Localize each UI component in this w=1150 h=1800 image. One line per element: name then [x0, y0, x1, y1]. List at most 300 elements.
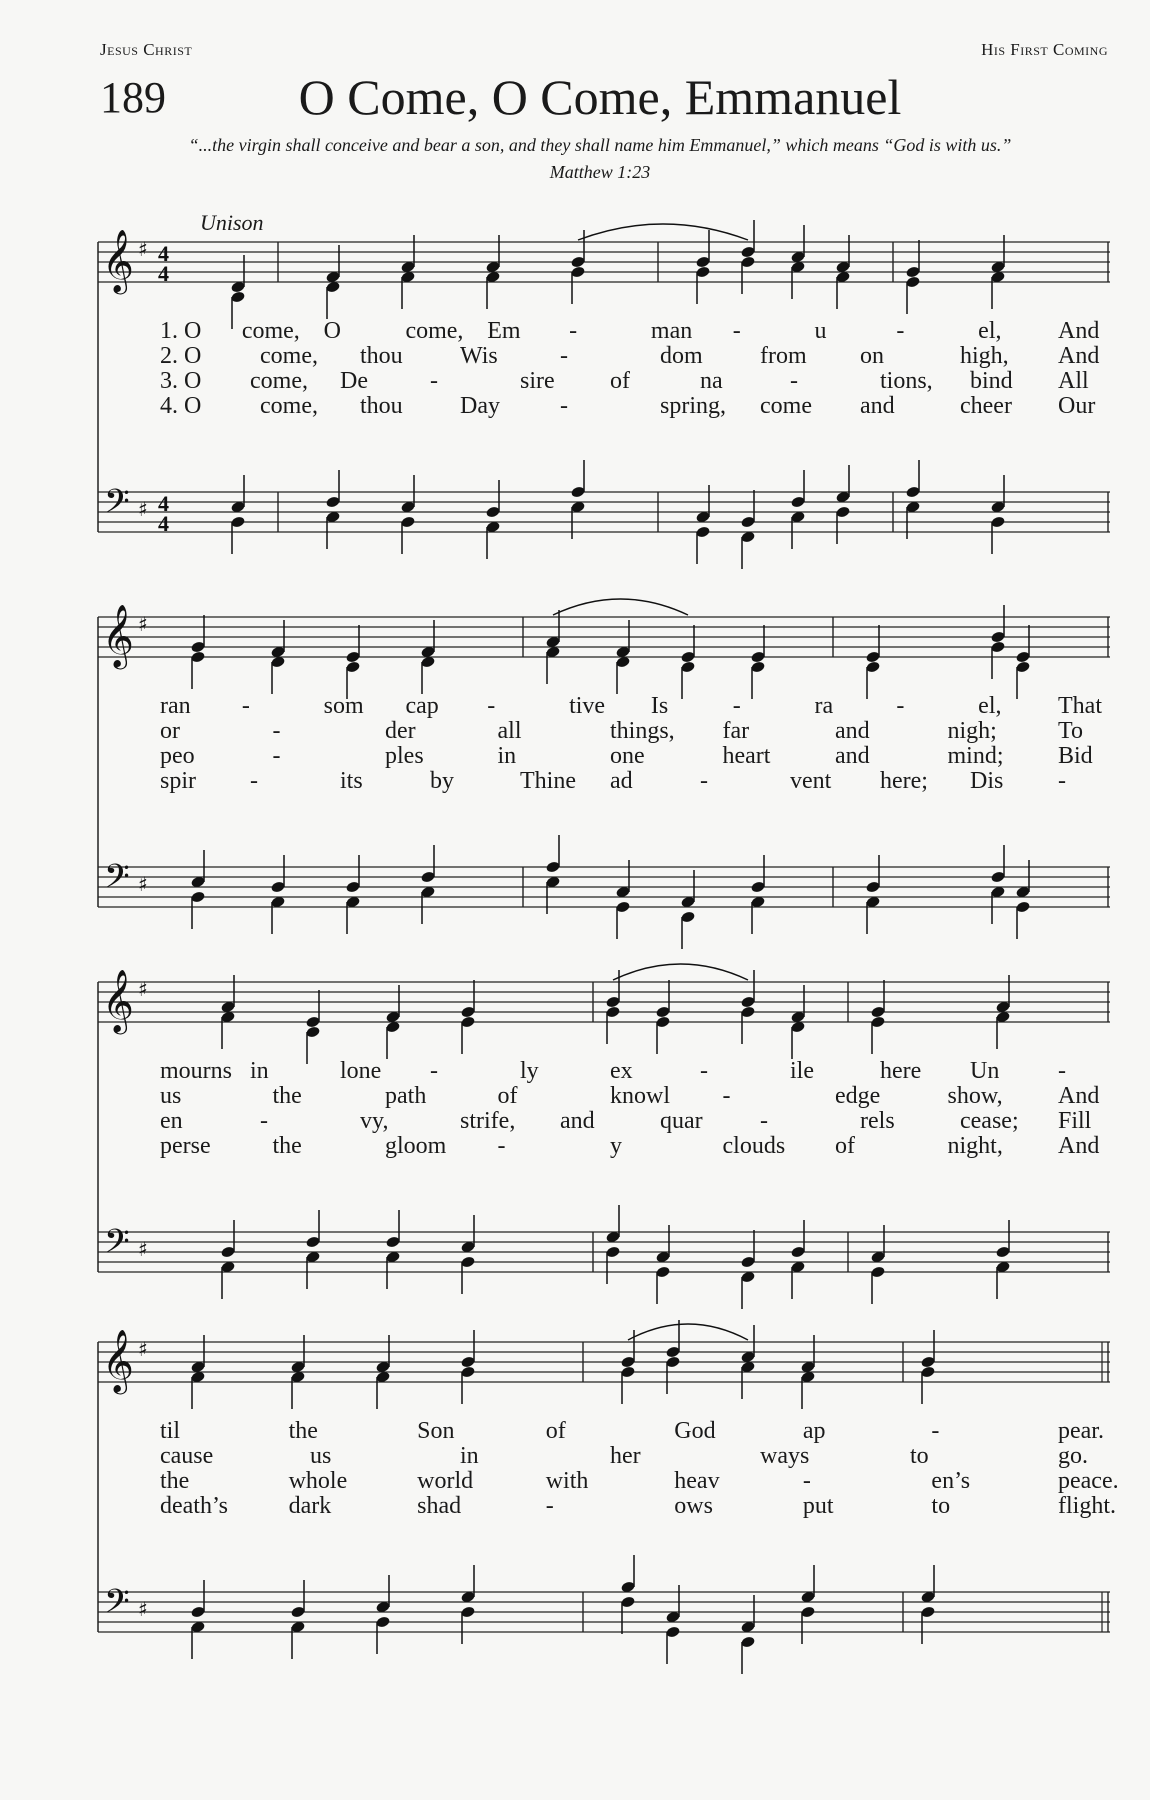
lyric-syllable: to [910, 1443, 929, 1469]
lyric-syllable: come, [250, 368, 308, 394]
treble-note [420, 655, 435, 694]
treble-note [570, 230, 585, 269]
lyric-syllable: y [610, 1133, 622, 1159]
lyric-syllable: us [310, 1443, 332, 1469]
treble-note [920, 1330, 935, 1369]
lyric-syllable: - [732, 693, 741, 719]
lyric-syllable: one [610, 743, 645, 769]
bass-note [460, 1605, 475, 1644]
lyric-syllable: cause [160, 1443, 214, 1469]
lyric-syllable: ad [610, 768, 633, 794]
lyric-syllable: - [790, 368, 798, 394]
lyric-syllable: mourns [160, 1058, 232, 1084]
treble-clef-icon: 𝄞 [102, 969, 134, 1032]
lyric-syllable: O [323, 318, 341, 344]
lyric-syllable: el, [978, 693, 1002, 719]
treble-staff [98, 1342, 1110, 1382]
lyric-syllable: from [760, 343, 807, 369]
lyric-verse-3 [98, 743, 1110, 768]
lyric-syllable: - [896, 318, 905, 344]
lyric-syllable: the [160, 1468, 190, 1494]
lyric-syllable: Bid [1058, 743, 1093, 769]
bass-note [905, 500, 920, 539]
key-signature-sharp-icon: ♯ [138, 1237, 148, 1261]
treble-clef-icon: 𝄞 [102, 1329, 134, 1392]
bass-note [740, 530, 755, 569]
slur [613, 964, 748, 980]
lyric-syllable: Fill [1058, 1108, 1092, 1134]
treble-note [190, 1370, 205, 1409]
lyric-syllable: ly [520, 1058, 539, 1084]
bass-note [740, 1635, 755, 1674]
lyric-syllable: And [1058, 318, 1100, 344]
lyric-syllable: - [272, 718, 281, 744]
lyric-verse-2 [98, 343, 1110, 368]
treble-note [865, 625, 880, 664]
slur [628, 1324, 748, 1340]
treble-note [790, 1020, 805, 1059]
lyric-verse-4 [98, 1493, 1116, 1519]
key-signature-sharp-icon: ♯ [138, 497, 148, 521]
bass-note [220, 1220, 235, 1259]
bass-note [800, 1565, 815, 1604]
epigraph-text: “...the virgin shall conceive and bear a son, and they shall name him Emmanuel,” which means “God is with us.” [188, 135, 1012, 155]
treble-note [800, 1370, 815, 1409]
bass-note [695, 525, 710, 564]
treble-note [1015, 625, 1030, 664]
bass-note [570, 460, 585, 499]
bass-note [290, 1620, 305, 1659]
treble-note [665, 1355, 680, 1394]
lyric-syllable: 1. O [160, 318, 202, 344]
bass-staff [98, 492, 1110, 532]
treble-staff [98, 982, 1110, 1022]
treble-note [270, 620, 285, 659]
bass-clef-icon: 𝄢 [104, 1583, 130, 1629]
bass-note [665, 1585, 680, 1624]
bass-note [305, 1210, 320, 1249]
lyric-syllable: De [340, 368, 368, 394]
lyric-syllable: in [497, 743, 517, 769]
lyric-syllable: us [160, 1083, 182, 1109]
bass-note [190, 1620, 205, 1659]
treble-note [990, 270, 1005, 309]
lyric-syllable: God [674, 1418, 716, 1444]
lyric-syllable: Wis [460, 343, 498, 369]
lyric-syllable: the [288, 1418, 318, 1444]
lyric-syllable: 2. O [160, 343, 202, 369]
lyric-verse-1 [98, 318, 1110, 343]
bass-note [740, 490, 755, 529]
bass-note [400, 475, 415, 514]
treble-note [190, 615, 205, 654]
lyric-syllable: shad [417, 1493, 462, 1519]
lyric-syllable: and [835, 743, 870, 769]
lyric-syllable: - [569, 318, 578, 344]
bass-note [740, 1270, 755, 1309]
bass-note [655, 1265, 670, 1304]
lyric-syllable: nigh; [947, 718, 997, 744]
treble-note [615, 655, 630, 694]
treble-note [485, 235, 500, 274]
treble-note [290, 1370, 305, 1409]
lyric-syllable: here; [880, 768, 928, 794]
lyric-syllable: to [931, 1493, 951, 1519]
lyric-verse-4 [98, 768, 1110, 793]
lyric-syllable: tive [569, 693, 606, 719]
lyric-syllable: ap [802, 1418, 826, 1444]
lyric-syllable: bind [970, 368, 1013, 394]
lyric-syllable: come, [260, 343, 318, 369]
lyric-syllable: man [650, 318, 693, 344]
bass-note [835, 465, 850, 504]
lyric-syllable: far [722, 718, 750, 744]
lyric-syllable: rels [860, 1108, 895, 1134]
bass-note [990, 515, 1005, 554]
treble-note [990, 235, 1005, 274]
treble-note [220, 975, 235, 1014]
epigraph [0, 132, 1150, 186]
lyric-syllable: ples [385, 743, 424, 769]
lyric-syllable: of [545, 1418, 566, 1444]
music-system-1 [98, 230, 1110, 560]
lyric-syllable: perse [160, 1133, 211, 1159]
treble-note [545, 645, 560, 684]
bass-note [655, 1225, 670, 1264]
treble-note [655, 980, 670, 1019]
lyric-syllable: gloom [385, 1133, 447, 1159]
lyric-verse-4 [98, 1133, 1110, 1158]
treble-note [220, 1010, 235, 1049]
treble-note [995, 975, 1010, 1014]
bass-note [620, 1555, 635, 1594]
lyric-syllable: And [1058, 1083, 1100, 1109]
lyric-syllable: vy, [360, 1108, 389, 1134]
scripture-reference: Matthew 1:23 [549, 162, 651, 182]
lyric-syllable: - [241, 693, 250, 719]
treble-note [190, 1335, 205, 1374]
lyric-verse-1 [98, 693, 1110, 718]
bass-note [545, 835, 560, 874]
lyric-syllable: - [931, 1418, 940, 1444]
lyric-syllable: And [1058, 343, 1100, 369]
bass-note [790, 1220, 805, 1259]
lyric-syllable: heav [674, 1468, 720, 1494]
bass-note [995, 1220, 1010, 1259]
bass-staff [98, 867, 1110, 907]
treble-note [835, 270, 850, 309]
lyric-syllable: el, [978, 318, 1002, 344]
lyric-verse-3 [98, 1108, 1110, 1133]
lyric-syllable: - [760, 1108, 768, 1134]
lyric-syllable: Our [1058, 393, 1096, 419]
lyric-syllable: - [1058, 768, 1066, 794]
lyric-syllable: path [385, 1083, 427, 1109]
lyric-syllable: by [430, 768, 454, 794]
treble-note [325, 280, 340, 319]
bass-note [270, 895, 285, 934]
lyric-syllable: come [760, 393, 812, 419]
bass-note [385, 1250, 400, 1289]
bass-note [920, 1565, 935, 1604]
treble-note [905, 275, 920, 314]
bass-note [870, 1265, 885, 1304]
treble-note [420, 620, 435, 659]
lyric-syllable: death’s [160, 1493, 228, 1519]
treble-note [460, 980, 475, 1019]
treble-note [230, 255, 245, 294]
lyric-syllable: of [497, 1083, 518, 1109]
lyric-verse-2 [98, 1083, 1110, 1108]
lyric-syllable: - [272, 743, 281, 769]
bass-note [545, 875, 560, 914]
lyric-syllable: pear. [1058, 1418, 1104, 1444]
treble-clef-icon: 𝄞 [102, 229, 134, 292]
treble-note [990, 640, 1005, 679]
treble-note [190, 650, 205, 689]
lyric-verse-2 [98, 1443, 1110, 1468]
bass-note [345, 855, 360, 894]
bass-note [865, 895, 880, 934]
lyric-syllable: vent [790, 768, 832, 794]
bass-note [570, 500, 585, 539]
bass-note [665, 1625, 680, 1664]
lyric-syllable: - [430, 368, 438, 394]
lyric-syllable: 3. O [160, 368, 202, 394]
time-signature-bottom: 4 [158, 511, 169, 536]
key-signature-sharp-icon: ♯ [138, 872, 148, 896]
treble-note [605, 1005, 620, 1044]
lyric-syllable: en [160, 1108, 183, 1134]
bass-note [460, 1215, 475, 1254]
lyric-syllable: high, [960, 343, 1009, 369]
lyric-syllable: knowl [610, 1083, 670, 1109]
slur [578, 224, 748, 240]
bass-note [790, 1260, 805, 1299]
time-signature-top: 4 [158, 241, 169, 266]
bass-note [695, 485, 710, 524]
bass-note [750, 855, 765, 894]
treble-note [400, 270, 415, 309]
lyric-syllable: thou [360, 393, 403, 419]
lyric-syllable: der [385, 718, 416, 744]
bass-note [865, 855, 880, 894]
lyric-syllable: with [545, 1468, 589, 1494]
bass-note [270, 855, 285, 894]
bass-note [420, 885, 435, 924]
lyric-syllable: - [487, 693, 496, 719]
lyric-syllable: ra [814, 693, 834, 719]
bass-clef-icon: 𝄢 [104, 483, 130, 529]
music-system-2 [98, 605, 1110, 935]
lyric-syllable: cease; [960, 1108, 1019, 1134]
bass-note [460, 1255, 475, 1294]
lyric-syllable: and [835, 718, 870, 744]
treble-note [695, 265, 710, 304]
bass-note [400, 515, 415, 554]
lyric-verse-4 [98, 393, 1110, 418]
bass-note [220, 1260, 235, 1299]
lyric-syllable: all [497, 718, 522, 744]
lyric-syllable: strife, [460, 1108, 516, 1134]
lyric-syllable: clouds [722, 1133, 786, 1159]
treble-note [570, 265, 585, 304]
bass-note [190, 850, 205, 889]
lyric-verse-2 [98, 718, 1110, 743]
lyric-syllable: 4. O [160, 393, 202, 419]
lyric-syllable: - [545, 1493, 554, 1519]
performance-direction: Unison [200, 210, 264, 235]
treble-note [345, 625, 360, 664]
lyric-syllable: - [250, 768, 258, 794]
treble-note [905, 240, 920, 279]
treble-note [790, 225, 805, 264]
treble-note [740, 1360, 755, 1399]
key-signature-sharp-icon: ♯ [138, 612, 148, 636]
bass-note [325, 470, 340, 509]
bass-note [345, 895, 360, 934]
lyric-syllable: come, [241, 318, 300, 344]
treble-note [620, 1365, 635, 1404]
bass-note [230, 515, 245, 554]
treble-note [800, 1335, 815, 1374]
treble-clef-icon: 𝄞 [102, 604, 134, 667]
lyric-syllable: or [160, 718, 180, 744]
lyric-syllable: u [814, 318, 827, 344]
lyric-syllable: world [417, 1468, 474, 1494]
lyric-syllable: sire [520, 368, 555, 394]
bass-note [995, 1260, 1010, 1299]
lyric-syllable: Un [970, 1058, 1000, 1084]
treble-note [655, 1015, 670, 1054]
treble-note [545, 610, 560, 649]
lyric-syllable: en’s [931, 1468, 971, 1494]
bass-note [190, 890, 205, 929]
lyric-syllable: ran [160, 693, 191, 719]
treble-note [740, 1005, 755, 1044]
lyric-syllable: - [802, 1468, 811, 1494]
treble-staff [98, 617, 1110, 657]
lyric-syllable: - [560, 343, 568, 369]
treble-note [290, 1335, 305, 1374]
treble-note [385, 1020, 400, 1059]
treble-note [870, 1015, 885, 1054]
bass-note [750, 895, 765, 934]
treble-staff [98, 242, 1110, 282]
treble-note [305, 990, 320, 1029]
treble-note [790, 985, 805, 1024]
lyric-syllable: its [340, 768, 363, 794]
lyric-syllable: put [802, 1493, 834, 1519]
lyric-verse-1 [98, 1418, 1110, 1443]
lyric-syllable: peace. [1058, 1468, 1119, 1494]
bass-note [375, 1615, 390, 1654]
treble-note [270, 655, 285, 694]
time-signature-top: 4 [158, 491, 169, 516]
lyric-syllable: of [835, 1133, 855, 1159]
lyric-syllable: dark [288, 1493, 332, 1519]
lyric-syllable: show, [947, 1083, 1003, 1109]
lyric-syllable: and [860, 393, 895, 419]
treble-note [695, 230, 710, 269]
lyric-syllable: Dis [970, 768, 1004, 794]
lyric-syllable: All [1058, 368, 1089, 394]
lyric-syllable: - [700, 768, 708, 794]
bass-clef-icon: 𝄢 [104, 1223, 130, 1269]
running-head-left: Jesus Christ [100, 40, 193, 59]
lyric-syllable: heart [722, 743, 771, 769]
bass-note [990, 475, 1005, 514]
time-signature-bottom: 4 [158, 261, 169, 286]
lyric-syllable: night, [947, 1133, 1003, 1159]
lyric-syllable: Day [460, 393, 500, 419]
lyric-syllable: Son [417, 1418, 455, 1444]
lyric-syllable: cheer [960, 393, 1012, 419]
hymn-number: 189 [100, 73, 166, 122]
bass-note [920, 1605, 935, 1644]
music-system-4 [98, 1329, 1119, 1660]
lyric-syllable: in [250, 1058, 269, 1084]
lyric-syllable: ex [610, 1058, 633, 1084]
bass-note [485, 520, 500, 559]
bass-note [1015, 900, 1030, 939]
treble-note [460, 1330, 475, 1369]
lyric-syllable: come, [405, 318, 464, 344]
lyric-verse-1 [98, 1058, 1110, 1083]
lyric-syllable: - [732, 318, 741, 344]
bass-note [800, 1605, 815, 1644]
bass-note [190, 1580, 205, 1619]
treble-note [385, 985, 400, 1024]
lyric-syllable: spring, [660, 393, 726, 419]
bass-note [615, 860, 630, 899]
lyric-syllable: That [1058, 693, 1102, 719]
lyric-syllable: in [460, 1443, 479, 1469]
lyric-syllable: To [1058, 718, 1083, 744]
key-signature-sharp-icon: ♯ [138, 237, 148, 261]
lyric-syllable: - [896, 693, 905, 719]
lyric-syllable: whole [288, 1468, 348, 1494]
treble-note [485, 270, 500, 309]
treble-note [740, 1325, 755, 1364]
treble-note [460, 1365, 475, 1404]
music-system-3 [98, 970, 1110, 1300]
lyric-syllable: na [700, 368, 723, 394]
lyric-syllable: peo [160, 743, 195, 769]
bass-note [740, 1595, 755, 1634]
key-signature-sharp-icon: ♯ [138, 1337, 148, 1361]
treble-note [325, 245, 340, 284]
bass-note [990, 885, 1005, 924]
lyric-syllable: here [880, 1058, 922, 1084]
bass-note [485, 480, 500, 519]
running-head-right: His First Coming [981, 40, 1108, 59]
bass-note [290, 1580, 305, 1619]
lyric-syllable: - [430, 1058, 438, 1084]
lyric-syllable: her [610, 1443, 641, 1469]
bass-note [605, 1245, 620, 1284]
treble-note [920, 1365, 935, 1404]
treble-note [740, 255, 755, 294]
bass-note [990, 845, 1005, 884]
treble-note [750, 625, 765, 664]
lyric-syllable: thou [360, 343, 403, 369]
treble-note [680, 625, 695, 664]
lyric-verse-3 [98, 368, 1110, 393]
lyric-syllable: Is [650, 693, 669, 719]
treble-note [990, 605, 1005, 644]
lyric-syllable: - [560, 393, 568, 419]
